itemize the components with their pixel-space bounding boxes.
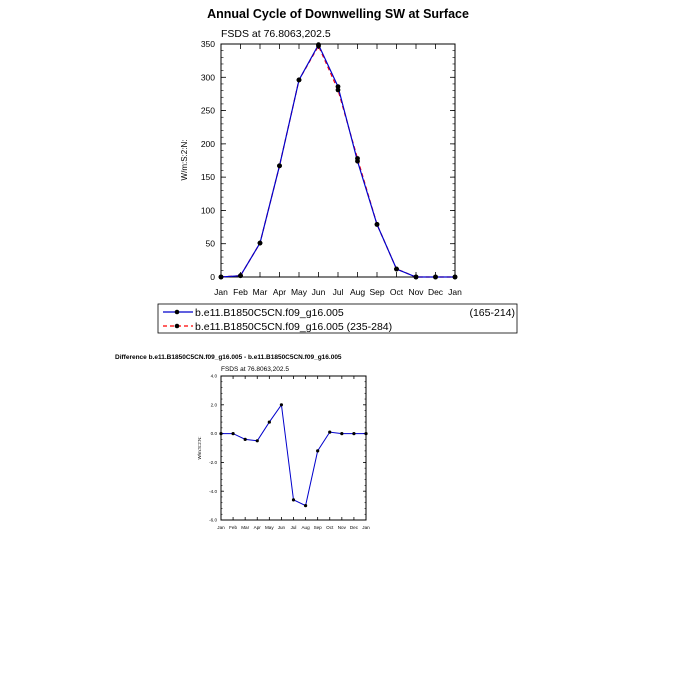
x-tick-label: Sep — [313, 525, 322, 530]
series-1-point — [280, 403, 283, 406]
series-2-point — [433, 275, 438, 280]
y-tick-label: 250 — [200, 105, 215, 116]
series-1-point — [328, 431, 331, 434]
legend-marker-series-1 — [175, 310, 180, 315]
legend-range-series-1: (165-214) — [469, 307, 515, 319]
y-tick-label: 150 — [200, 172, 215, 183]
y-tick-label: -2.0 — [209, 460, 217, 466]
y-tick-label: 200 — [200, 138, 215, 149]
x-tick-label: Feb — [233, 287, 248, 297]
series-2-point — [219, 275, 224, 280]
top-chart-title: Annual Cycle of Downwelling SW at Surface — [207, 7, 469, 21]
series-1-point — [256, 439, 259, 442]
top-chart — [180, 7, 469, 297]
y-tick-label: 0.0 — [210, 431, 217, 437]
legend-marker-series-2 — [175, 324, 180, 329]
legend-label-series-1: b.e11.B1850C5CN.f09_g16.005 — [195, 307, 344, 319]
x-tick-label: Jul — [332, 287, 344, 297]
bottom-chart-ylabel: W/m:S:2:N: — [197, 436, 202, 460]
series-2-point — [258, 241, 263, 246]
x-tick-label: May — [290, 287, 308, 297]
series-2-point — [453, 275, 458, 280]
series-1-point — [340, 432, 343, 435]
top-plot-frame — [221, 44, 455, 277]
series-2-point — [277, 163, 282, 168]
series-2-point — [375, 222, 380, 227]
x-tick-label: Oct — [389, 287, 404, 297]
x-tick-label: Apr — [253, 525, 261, 530]
y-tick-label: 100 — [200, 205, 215, 216]
series-2-point — [355, 156, 360, 161]
y-tick-label: 350 — [200, 38, 215, 49]
x-tick-label: Jan — [217, 525, 225, 530]
x-tick-label: Apr — [272, 287, 287, 297]
series-1-point — [231, 432, 234, 435]
series-line-1 — [221, 45, 455, 277]
series-2-point — [394, 267, 399, 272]
series-1-point — [304, 504, 307, 507]
series-line-2 — [221, 46, 455, 277]
x-tick-label: Aug — [349, 287, 366, 297]
top-chart-axes — [201, 39, 462, 297]
series-1-point — [268, 420, 271, 423]
y-tick-label: 0 — [210, 271, 215, 282]
y-tick-label: 50 — [205, 238, 215, 249]
x-tick-label: Nov — [337, 525, 346, 530]
x-tick-label: Jan — [214, 287, 228, 297]
series-2-point — [316, 44, 321, 49]
x-tick-label: Jun — [277, 525, 286, 530]
series-1-point — [292, 498, 295, 501]
y-tick-label: -6.0 — [209, 517, 217, 523]
series-1-point — [352, 432, 355, 435]
series-2-point — [238, 273, 243, 278]
bottom-chart-series — [219, 403, 367, 507]
x-tick-label: Aug — [301, 525, 310, 530]
x-tick-label: Feb — [229, 525, 238, 530]
y-tick-label: 300 — [200, 72, 215, 83]
x-tick-label: Jul — [290, 525, 297, 530]
x-tick-label: Mar — [252, 287, 268, 297]
bottom-chart-axes — [209, 374, 370, 530]
x-tick-label: Mar — [241, 525, 250, 530]
x-tick-label: Jan — [362, 525, 370, 530]
x-tick-label: Jun — [311, 287, 326, 297]
series-2-point — [297, 78, 302, 83]
x-tick-label: Sep — [369, 287, 385, 297]
top-chart-subtitle: FSDS at 76.8063,202.5 — [221, 28, 331, 40]
x-tick-label: Dec — [427, 287, 444, 297]
top-chart-legend — [158, 304, 517, 333]
y-tick-label: 2.0 — [210, 402, 217, 408]
top-chart-series — [219, 42, 458, 279]
legend-label-series-2: b.e11.B1850C5CN.f09_g16.005 (235-284) — [195, 321, 393, 333]
x-tick-label: Oct — [326, 525, 334, 530]
series-2-point — [336, 88, 341, 93]
series-1-point — [316, 449, 319, 452]
series-2-point — [414, 275, 419, 280]
series-1-point — [244, 438, 247, 441]
y-tick-label: 4.0 — [210, 373, 217, 379]
series-1-point — [219, 432, 222, 435]
y-tick-label: -4.0 — [209, 488, 217, 494]
bottom-chart-subtitle: FSDS at 76.8063,202.5 — [221, 366, 289, 373]
top-chart-ylabel: W/m:S:2:N: — [180, 139, 189, 181]
x-tick-label: Jan — [448, 287, 462, 297]
bottom-chart — [115, 354, 370, 530]
series-line-1 — [221, 405, 366, 506]
x-tick-label: Nov — [408, 287, 424, 297]
x-tick-label: May — [264, 525, 274, 530]
x-tick-label: Dec — [349, 525, 359, 530]
series-1-point — [364, 432, 367, 435]
bottom-chart-title: Difference b.e11.B1850C5CN.f09_g16.005 - b.e11.B1850C5CN.f09_g16.005 — [115, 354, 342, 361]
